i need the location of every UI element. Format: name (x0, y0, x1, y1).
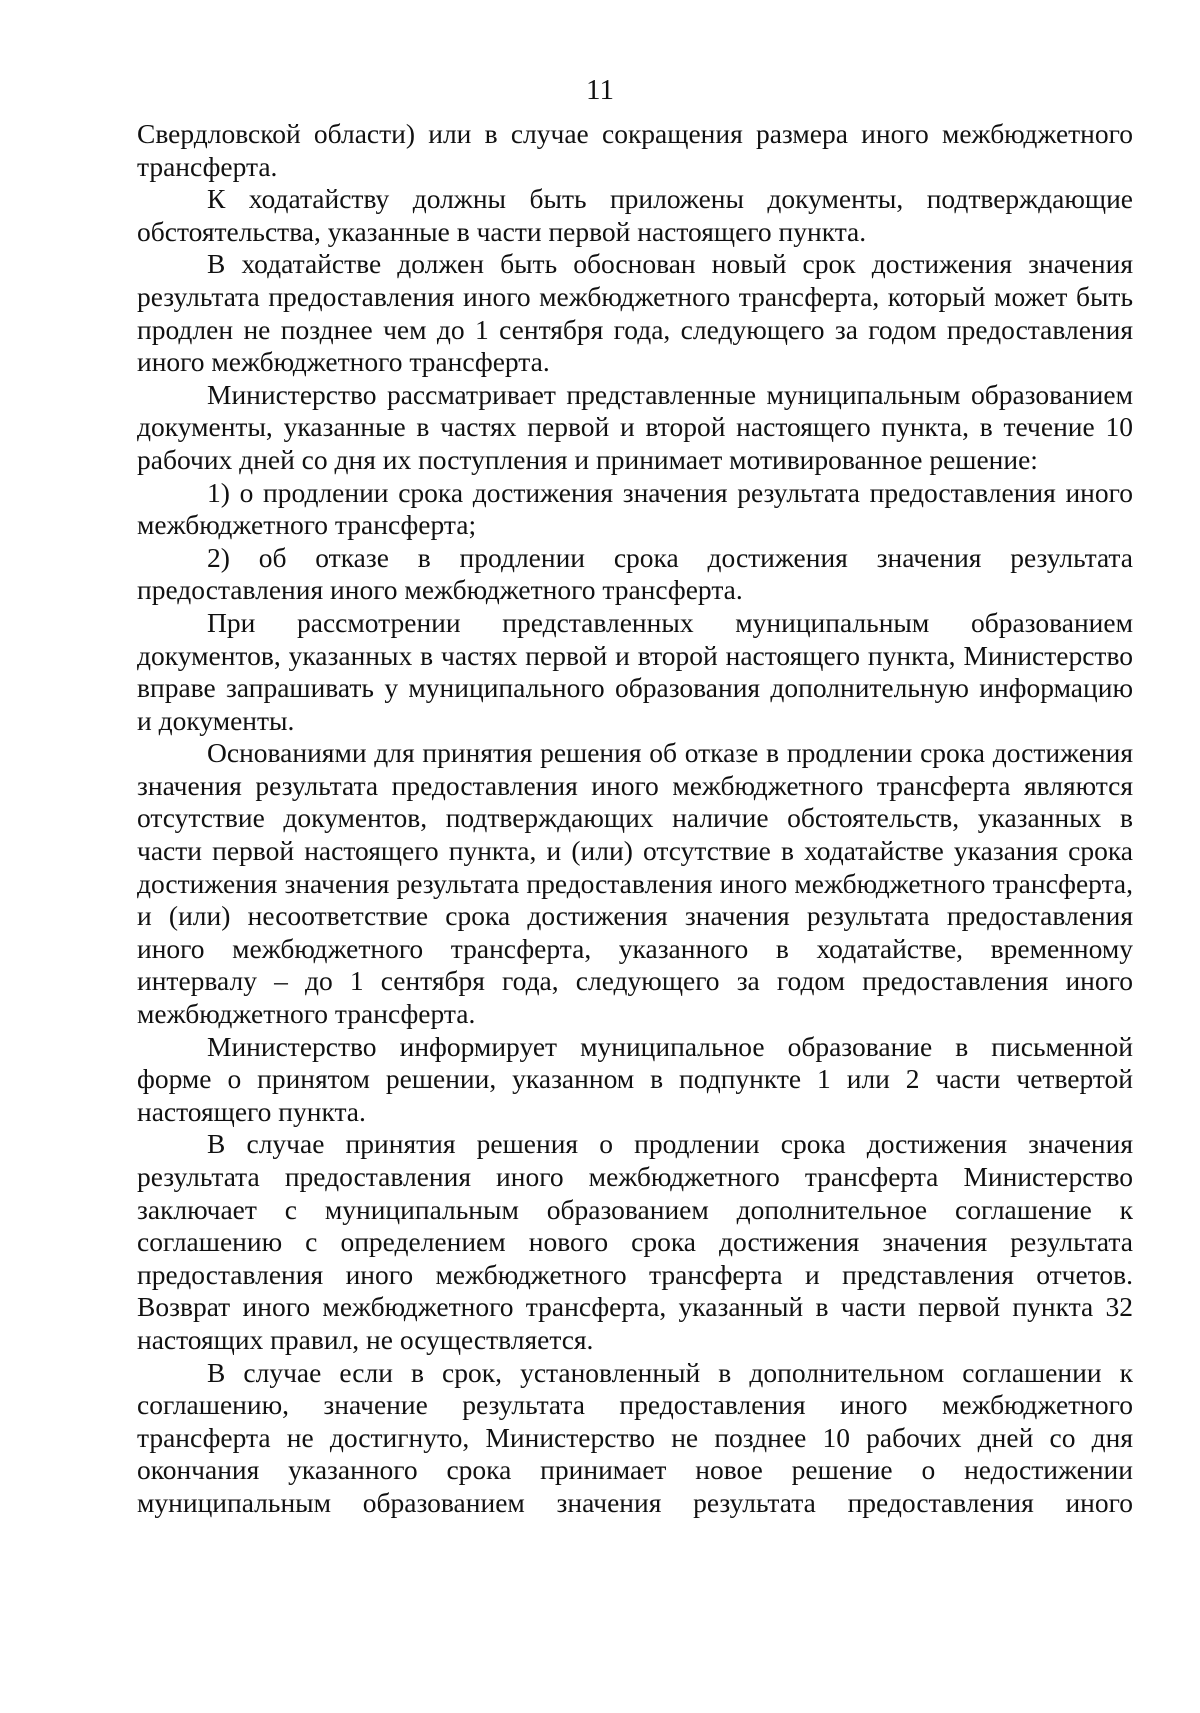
list-item-refusal: 2) об отказе в продлении срока достижения значения результата предоставления иного межбюджетного трансферта. (137, 541, 1133, 606)
document-body (137, 118, 1133, 1520)
paragraph-attached-documents: К ходатайству должны быть приложены документы, подтверждающие обстоятельства, указанные в части первой настоящего пункта. (137, 183, 1133, 247)
paragraph-notification: Министерство информирует муниципальное образование в письменной форме о принятом решении, указанном в подпункте 1 или 2 части четвертой настоящего пункта. (137, 1030, 1133, 1127)
paragraph-ministry-review: Министерство рассматривает представленные муниципальным образованием документы, указанные в частях первой и второй настоящего пункта, в течение 10 рабочих дней со дня их поступления и принимает мотивированное решение: (137, 378, 1133, 475)
list-item-extension: 1) о продлении срока достижения значения результата предоставления иного межбюджетного трансферта; (137, 476, 1133, 541)
paragraph-new-deadline: В ходатайстве должен быть обоснован новый срок достижения значения результата предоставления иного межбюджетного трансферта, который может быть продлен не позднее чем до 1 сентября года, следующего за годом предоставления иного межбюджетного трансферта. (137, 248, 1133, 378)
paragraph-additional-info: При рассмотрении представленных муниципальным образованием документов, указанных в частях первой и второй настоящего пункта, Министерство вправе запрашивать у муниципального образования дополнительную информацию и документы. (137, 606, 1133, 736)
paragraph-not-achieved: В случае если в срок, установленный в дополнительном соглашении к соглашению, значение результата предоставления иного межбюджетного трансферта не достигнуто, Министерство не позднее 10 рабочих дней со дня окончания указанного срока принимает новое решение о недостижении муниципальным образованием значения результата предоставления иного (137, 1356, 1133, 1518)
paragraph-refusal-grounds: Основаниями для принятия решения об отказе в продлении срока достижения значения результата предоставления иного межбюджетного трансферта являются отсутствие документов, подтверждающих наличие обстоятельств, указанных в части первой настоящего пункта, и (или) отсутствие в ходатайстве указания срока достижения значения результата предоставления иного межбюджетного трансферта, и (или) несоответствие срока достижения значения результата предоставления иного межбюджетного трансферта, указанного в ходатайстве, временному интервалу – до 1 сентября года, следующего за годом предоставления иного межбюджетного трансферта. (137, 737, 1133, 1030)
paragraph-additional-agreement: В случае принятия решения о продлении срока достижения значения результата предоставления иного межбюджетного трансферта Министерство заключает с муниципальным образованием дополнительное соглашение к соглашению с определением нового срока достижения значения результата предоставления иного межбюджетного трансферта и представления отчетов. Возврат иного межбюджетного трансферта, указанный в части первой пункта 32 настоящих правил, не осуществляется. (137, 1128, 1133, 1355)
page-number: 11 (586, 74, 614, 106)
paragraph-continuation: Свердловской области) или в случае сокращения размера иного межбюджетного трансферта. (137, 118, 1133, 182)
